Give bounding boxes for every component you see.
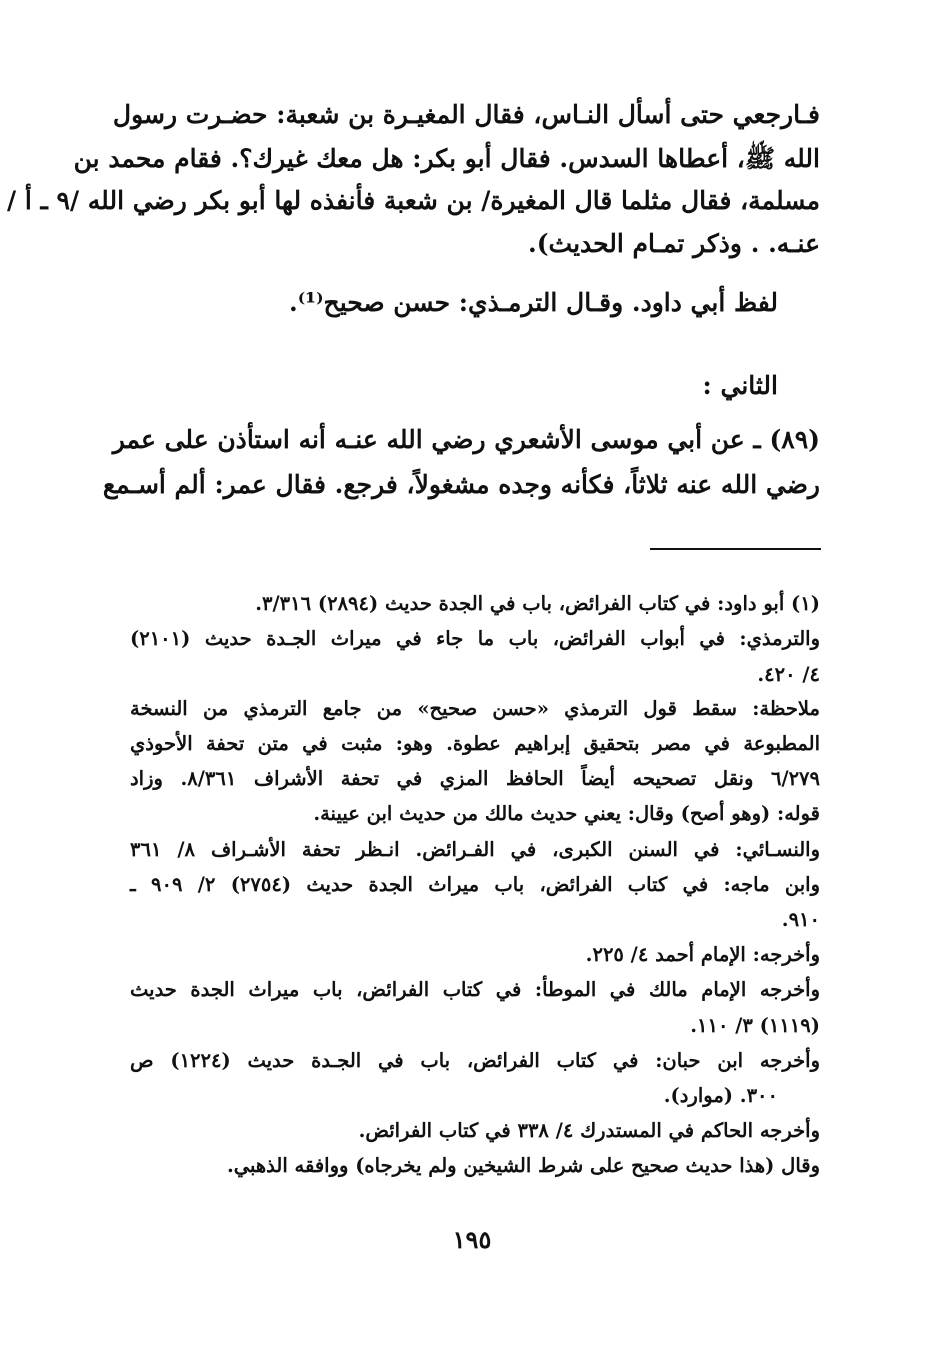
main-line-2: الله ﷺ، أعطاها السدس. فقال أبو بكر: هل معك غيرك؟. فقام محمد بن — [73, 144, 820, 173]
footnote-line-2: والترمذي: في أبواب الفرائض، باب ما جاء في ميراث الجـدة حديث (٢١٠١) — [130, 627, 820, 650]
footnote-line-5: المطبوعة في مصر بتحقيق إبراهيم عطوة. وهو: مثبت في متن تحفة الأحوذي — [130, 732, 820, 755]
footnote-line-4: ملاحظة: سقط قول الترمذي «حسن صحيح» من جامع الترمذي من النسخة — [130, 697, 820, 720]
section-heading: الثاني : — [702, 371, 778, 400]
main-line-7: (٨٩) ـ عن أبي موسى الأشعري رضي الله عنـه أنه استأذن على عمر — [112, 425, 820, 454]
quote-attribution: لفظ أبي داود. وقـال الترمـذي: حسن صحيح⁽¹⁾. — [289, 288, 778, 317]
footnote-line-12: وأخرجه الإمام مالك في الموطأ: في كتاب الفرائض، باب ميراث الجدة حديث — [130, 978, 820, 1001]
footnote-line-15: ٣٠٠. (موارد). — [663, 1084, 778, 1107]
main-line-4: عنـه. . وذكر تمـام الحديث). — [527, 229, 820, 258]
footnote-line-16: وأخرجه الحاكم في المستدرك ٤/ ٣٣٨ في كتاب الفرائض. — [358, 1119, 820, 1142]
footnote-line-1: (١) أبو داود: في كتاب الفرائض، باب في الجدة حديث (٢٨٩٤) ٣/٣١٦. — [255, 592, 820, 615]
page-number: ١٩٥ — [452, 1225, 492, 1254]
main-line-3: مسلمة، فقال مثلما قال المغيرة/ بن شعبة فأنفذه لها أبو بكر رضي الله /٩ ـ أ / — [6, 186, 820, 215]
footnote-line-17: وقال (هذا حديث صحيح على شرط الشيخين ولم يخرجاه) ووافقه الذهبي. — [226, 1154, 820, 1177]
footnote-line-9: وابن ماجه: في كتاب الفرائض، باب ميراث الجدة حديث (٢٧٥٤) ٢/ ٩٠٩ ـ — [130, 873, 820, 896]
footnote-line-13: (١١١٩) ٣/ ١١٠. — [690, 1014, 820, 1037]
footnote-line-3: ٤/ ٤٢٠. — [757, 663, 820, 686]
footnote-line-8: والنسـائي: في السنن الكبرى، في الفـرائض. انـظر تحفة الأشـراف ٨/ ٣٦١ — [130, 838, 821, 861]
footnote-line-7: قوله: (وهو أصح) وقال: يعني حديث مالك من حديث ابن عيينة. — [313, 802, 820, 825]
footnote-line-6: ٦/٢٧٩ ونقل تصحيحه أيضاً الحافظ المزي في تحفة الأشراف ٨/٣٦١. وزاد — [130, 767, 820, 790]
main-line-1: فـارجعي حتى أسأل النـاس، فقال المغيـرة بن شعبة: حضـرت رسول — [112, 100, 820, 129]
main-line-8: رضي الله عنه ثلاثاً، فكأنه وجده مشغولاً، فرجع. فقال عمر: ألم أسـمع — [102, 470, 820, 499]
footnote-line-11: وأخرجه: الإمام أحمد ٤/ ٢٢٥. — [585, 943, 820, 966]
footnote-separator — [650, 548, 821, 550]
footnote-line-14: وأخرجه ابن حبان: في كتاب الفرائض، باب في الجـدة حديث (١٢٢٤) ص — [130, 1049, 820, 1072]
footnote-line-10: ٩١٠. — [781, 908, 820, 931]
